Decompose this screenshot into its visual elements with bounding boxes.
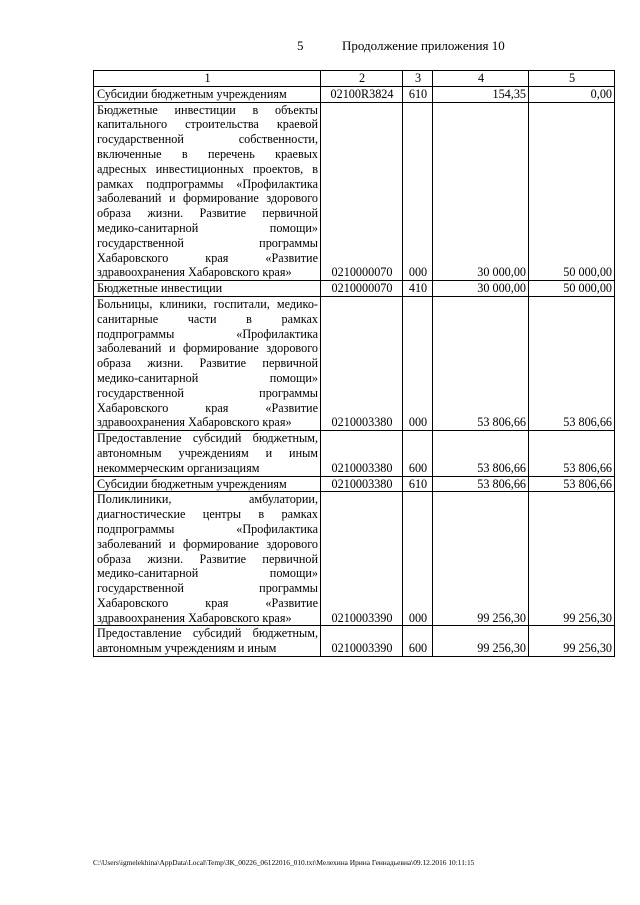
row-value-1: 30 000,00 [433,102,529,281]
row-name: Субсидии бюджетным учреждениям [94,476,321,492]
row-value-2: 53 806,66 [529,431,615,476]
col-header-5: 5 [529,71,615,87]
table-row [94,86,615,102]
row-code: 0210003380 [321,431,403,476]
row-value-2: 0,00 [529,86,615,102]
col-header-2: 2 [321,71,403,87]
row-code: 0210003380 [321,476,403,492]
row-type: 600 [403,431,433,476]
row-type: 000 [403,296,433,430]
table-row [94,431,615,476]
file-path-footer: C:\Users\igmelekhina\AppData\Local\Temp\ЗК_00226_06122016_010.txt\Мелехина Ирина Геннадьевна\09.12.2016 10:11:15 [93,858,475,867]
col-header-3: 3 [403,71,433,87]
row-code: 0210003390 [321,626,403,657]
row-value-2: 50 000,00 [529,281,615,297]
continuation-title: Продолжение приложения 10 [342,38,505,53]
row-value-1: 30 000,00 [433,281,529,297]
row-value-2: 99 256,30 [529,492,615,626]
row-value-2: 50 000,00 [529,102,615,281]
row-type: 610 [403,86,433,102]
row-code: 02100R3824 [321,86,403,102]
table-row [94,492,615,626]
row-type: 600 [403,626,433,657]
row-name: Субсидии бюджетным учреждениям [94,86,321,102]
row-code: 0210000070 [321,281,403,297]
row-type: 610 [403,476,433,492]
table-header-row [94,71,615,87]
table-row [94,102,615,281]
row-value-1: 99 256,30 [433,626,529,657]
table-row [94,626,615,657]
row-value-2: 99 256,30 [529,626,615,657]
page-number: 5 [297,38,304,53]
row-value-1: 99 256,30 [433,492,529,626]
budget-table [93,70,615,657]
row-value-1: 154,35 [433,86,529,102]
row-type: 000 [403,102,433,281]
row-value-2: 53 806,66 [529,296,615,430]
table-row [94,476,615,492]
row-code: 0210003380 [321,296,403,430]
col-header-4: 4 [433,71,529,87]
row-type: 000 [403,492,433,626]
row-name: Поликлиники, амбулатории, диагностические центры в рамках подпрограммы «Профилактика заболеваний и формирование здорового образа жизни. Развитие первичной медико-санитарной помощи» государственной программы Хабаровского края «Развитие здравоохранения Хабаровского края» [94,492,321,626]
row-value-2: 53 806,66 [529,476,615,492]
table-row [94,296,615,430]
row-code: 0210000070 [321,102,403,281]
table-row [94,281,615,297]
row-name: Бюджетные инвестиции [94,281,321,297]
row-type: 410 [403,281,433,297]
row-name: Предоставление субсидий бюджетным, автономным учреждениям и иным некоммерческим организациям [94,431,321,476]
row-code: 0210003390 [321,492,403,626]
row-name: Предоставление субсидий бюджетным, автономным учреждениям и иным [94,626,321,657]
row-value-1: 53 806,66 [433,476,529,492]
row-value-1: 53 806,66 [433,296,529,430]
col-header-1: 1 [94,71,321,87]
row-name: Бюджетные инвестиции в объекты капитального строительства краевой государственной собственности, включенные в перечень краевых адресных инвестиционных проектов, в рамках подпрограммы «Профилактика заболеваний и формирование здорового образа жизни. Развитие первичной медико-санитарной помощи» государственной программы Хабаровского края «Развитие здравоохранения Хабаровского края» [94,102,321,281]
row-value-1: 53 806,66 [433,431,529,476]
row-name: Больницы, клиники, госпитали, медико-санитарные части в рамках подпрограммы «Профилактика заболеваний и формирование здорового образа жизни. Развитие первичной медико-санитарной помощи» государственной программы Хабаровского края «Развитие здравоохранения Хабаровского края» [94,296,321,430]
